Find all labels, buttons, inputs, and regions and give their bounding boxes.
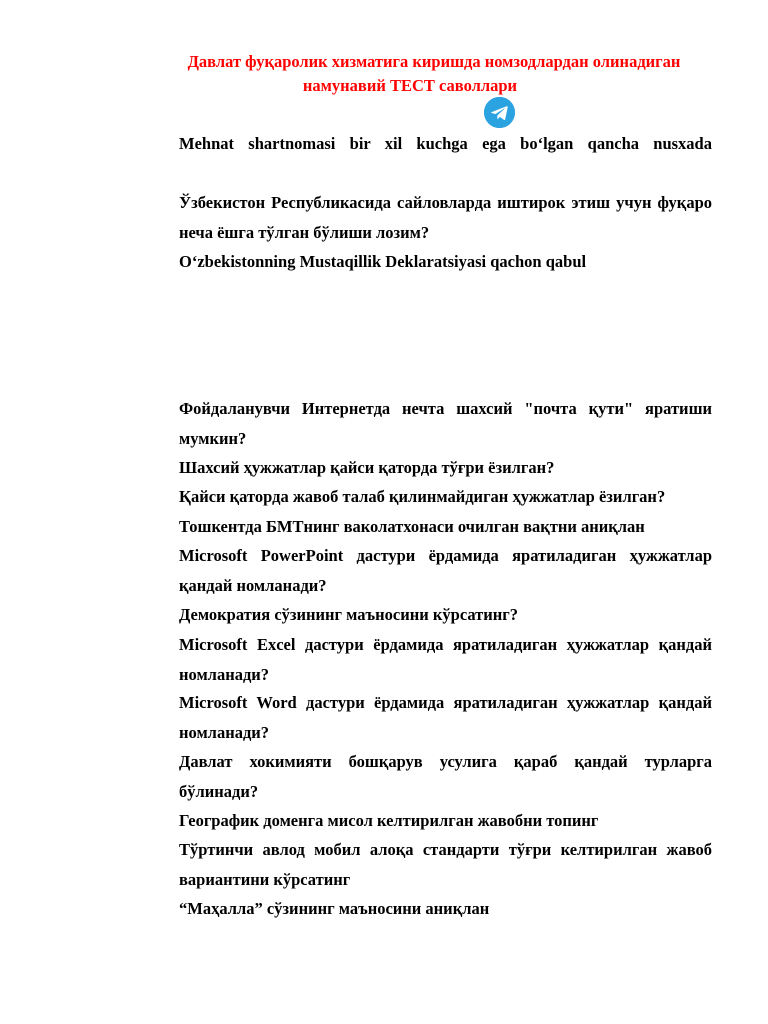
question-item: Mehnat shartnomasi bir xil kuchga ega bo‘lgan qancha nusxada — [179, 134, 712, 153]
question-item: O‘zbekistonning Mustaqillik Deklaratsiyasi qachon qabul — [179, 252, 587, 271]
question-item: Қайси қаторда жавоб талаб қилинмайдиган ҳужжатлар ёзилган? — [179, 487, 666, 506]
question-item: Ўзбекистон Республикасида сайловларда иштирок этиш учун фуқаро неча ёшга тўлган бўлиши лозим? — [179, 193, 712, 242]
question-item: Microsoft Excel дастури ёрдамида яратиладиган ҳужжатлар қандай номланади? — [179, 635, 712, 684]
document-title-line1: Давлат фуқаролик хизматига киришда номзодлардан олинадиган — [187, 52, 681, 71]
question-item: “Маҳалла” сўзининг маъносини аниқлан — [179, 899, 490, 918]
question-item: Microsoft PowerPoint дастури ёрдамида яратиладиган ҳужжатлар қандай номланади? — [179, 546, 712, 595]
question-item: Тошкентда БМТнинг ваколатхонаси очилган вақтни аниқлан — [179, 517, 645, 536]
question-item: Географик доменга мисол келтирилган жавобни топинг — [179, 811, 599, 830]
question-item: Тўртинчи авлод мобил алоқа стандарти тўғри келтирилган жавоб вариантини кўрсатинг — [179, 840, 712, 889]
question-item: Шахсий ҳужжатлар қайси қаторда тўғри ёзилган? — [179, 458, 555, 477]
telegram-icon[interactable] — [484, 97, 515, 128]
question-item: Фойдаланувчи Интернетда нечта шахсий "почта қути" яратиши мумкин? — [179, 399, 712, 448]
question-item: Давлат хокимияти бошқарув усулига қараб қандай турларга бўлинади? — [179, 752, 712, 801]
question-item: Демократия сўзининг маъносини кўрсатинг? — [179, 605, 519, 624]
question-item: Microsoft Word дастури ёрдамида яратиладиган ҳужжатлар қандай номланади? — [179, 693, 712, 742]
document-title-line2: намунавий ТЕСТ саволлари — [302, 76, 518, 95]
